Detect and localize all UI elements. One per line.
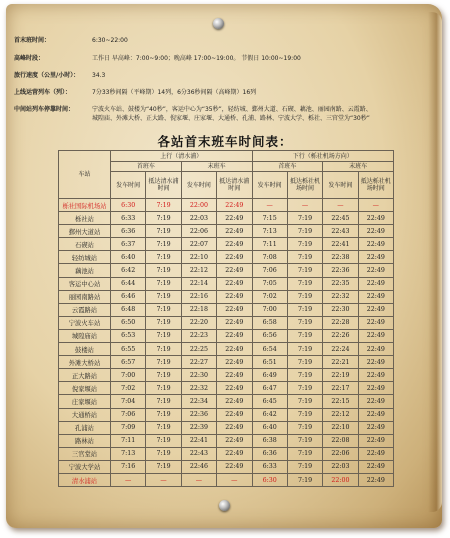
time-cell: 7:19 <box>146 199 181 212</box>
time-cell: 7:19 <box>287 356 322 369</box>
time-cell: 7:19 <box>146 238 181 251</box>
table-row <box>59 329 394 342</box>
table-row <box>59 290 394 303</box>
station-name: 孔浦站 <box>59 421 111 434</box>
time-cell: 22:49 <box>217 316 252 329</box>
time-cell: 7:19 <box>146 329 181 342</box>
time-cell: 22:19 <box>323 369 358 382</box>
time-cell: 22:49 <box>358 382 393 395</box>
time-cell: 22:38 <box>323 251 358 264</box>
time-cell: 22:49 <box>217 408 252 421</box>
time-cell: 7:19 <box>146 264 181 277</box>
time-cell: 7:19 <box>146 251 181 264</box>
time-cell: 22:39 <box>181 421 216 434</box>
time-cell: 22:35 <box>323 277 358 290</box>
paper-curl <box>428 12 442 512</box>
time-cell: 22:14 <box>181 277 216 290</box>
time-cell: 6:47 <box>252 382 287 395</box>
time-cell: 7:19 <box>287 447 322 460</box>
station-name: 庄家堰站 <box>59 395 111 408</box>
time-cell: 6:54 <box>252 343 287 356</box>
time-cell: 22:49 <box>217 329 252 342</box>
time-cell: 22:06 <box>181 225 216 238</box>
time-cell: 7:19 <box>287 343 322 356</box>
time-cell: 22:49 <box>358 329 393 342</box>
time-cell: 22:41 <box>181 434 216 447</box>
time-cell: 7:19 <box>287 225 322 238</box>
table-row <box>59 447 394 460</box>
time-cell: 22:49 <box>217 251 252 264</box>
down-direction-header: 下行（栎社机场方向） <box>252 151 394 162</box>
time-cell: — <box>323 199 358 212</box>
time-cell: 22:49 <box>358 447 393 460</box>
info-value: 6:30~22:00 <box>92 37 128 44</box>
time-cell: 22:49 <box>217 212 252 225</box>
time-cell: 7:19 <box>287 251 322 264</box>
table-row <box>59 434 394 447</box>
time-cell: 6:42 <box>252 408 287 421</box>
time-cell: 22:00 <box>323 473 358 486</box>
table-row <box>59 264 394 277</box>
time-cell: 22:49 <box>358 395 393 408</box>
time-cell: 22:49 <box>217 356 252 369</box>
time-cell: 22:49 <box>217 199 252 212</box>
time-cell: 22:49 <box>217 369 252 382</box>
time-cell: 7:19 <box>146 225 181 238</box>
time-cell: 22:43 <box>323 225 358 238</box>
time-cell: 22:49 <box>217 238 252 251</box>
time-cell: 7:19 <box>146 421 181 434</box>
time-cell: — <box>217 473 252 486</box>
info-label: 中间站列车停靠时间： <box>14 106 75 113</box>
time-cell: 22:36 <box>323 264 358 277</box>
station-name: 三官堂站 <box>59 447 111 460</box>
time-cell: 22:10 <box>323 421 358 434</box>
time-cell: 22:49 <box>358 434 393 447</box>
station-name: 客运中心站 <box>59 277 111 290</box>
table-row <box>59 251 394 264</box>
time-cell: 22:30 <box>181 369 216 382</box>
arrive-time-header: 抵达栎社机场时间 <box>358 172 393 199</box>
time-cell: — <box>181 473 216 486</box>
time-cell: 22:18 <box>181 303 216 316</box>
station-name: 轻纺城站 <box>59 251 111 264</box>
time-cell: — <box>146 473 181 486</box>
time-cell: 7:19 <box>287 382 322 395</box>
time-cell: — <box>287 199 322 212</box>
station-name: 鼓楼站 <box>59 343 111 356</box>
table-row <box>59 316 394 329</box>
time-cell: 7:19 <box>287 238 322 251</box>
time-cell: 7:19 <box>287 369 322 382</box>
time-cell: 6:46 <box>111 290 146 303</box>
time-cell: 7:05 <box>252 277 287 290</box>
up-direction-header: 上行（清水浦） <box>111 151 253 162</box>
time-cell: 7:19 <box>287 395 322 408</box>
time-cell: 22:49 <box>358 460 393 473</box>
time-cell: 22:49 <box>358 238 393 251</box>
time-cell: 7:00 <box>252 303 287 316</box>
table-row <box>59 225 394 238</box>
time-cell: 22:45 <box>323 212 358 225</box>
time-cell: 22:30 <box>323 303 358 316</box>
info-label: 上线运营列车（列）： <box>14 89 72 96</box>
time-cell: 22:12 <box>323 408 358 421</box>
time-cell: 22:03 <box>181 212 216 225</box>
time-cell: 7:19 <box>287 408 322 421</box>
station-name: 大通桥站 <box>59 408 111 421</box>
time-cell: 7:04 <box>111 395 146 408</box>
info-value: 7分33秒间隔（平峰期）14列，6分36秒间隔（高峰期）16列 <box>92 89 257 96</box>
time-cell: 22:49 <box>358 421 393 434</box>
time-cell: 6:58 <box>252 316 287 329</box>
time-cell: 22:21 <box>323 356 358 369</box>
time-cell: 6:48 <box>111 303 146 316</box>
time-cell: 22:49 <box>217 225 252 238</box>
pushpin-icon-bottom <box>219 500 230 511</box>
time-cell: 6:40 <box>252 421 287 434</box>
time-cell: 22:17 <box>323 382 358 395</box>
time-cell: 7:11 <box>111 434 146 447</box>
timetable <box>58 150 394 487</box>
station-name: 路林站 <box>59 434 111 447</box>
arrive-time-header: 抵达栎社机场时间 <box>287 172 322 199</box>
time-cell: 22:08 <box>323 434 358 447</box>
time-cell: 7:19 <box>287 277 322 290</box>
time-cell: 22:49 <box>217 290 252 303</box>
time-cell: 7:19 <box>146 316 181 329</box>
station-name: 倪家堰站 <box>59 382 111 395</box>
time-cell: 7:19 <box>146 369 181 382</box>
time-cell: 22:20 <box>181 316 216 329</box>
time-cell: — <box>358 199 393 212</box>
time-cell: 7:11 <box>252 238 287 251</box>
time-cell: 7:19 <box>287 264 322 277</box>
time-cell: 6:57 <box>111 356 146 369</box>
time-cell: 22:49 <box>217 303 252 316</box>
up-first-train-header: 首班车 <box>111 162 182 172</box>
time-cell: 6:42 <box>111 264 146 277</box>
time-cell: 22:16 <box>181 290 216 303</box>
depart-time-header: 发车时间 <box>181 172 216 199</box>
time-cell: 22:49 <box>358 316 393 329</box>
time-cell: 7:19 <box>287 290 322 303</box>
time-cell: 22:49 <box>217 395 252 408</box>
time-cell: 7:19 <box>146 290 181 303</box>
time-cell: 22:12 <box>181 264 216 277</box>
time-cell: 7:19 <box>146 447 181 460</box>
time-cell: 6:37 <box>111 238 146 251</box>
time-cell: 6:36 <box>111 225 146 238</box>
table-row <box>59 395 394 408</box>
time-cell: 22:03 <box>323 460 358 473</box>
info-value: 宁波火车站、鼓楼为“40秒”，客运中心为“35秒”，轻纺城、鄞州大道、石碶、藕池、丽园南路、云霞路、 <box>92 106 372 113</box>
info-value: 工作日 早高峰：7:00~9:00；晚高峰 17:00~19:00。 节假日 10:00~19:00 <box>92 55 301 62</box>
time-cell: 22:49 <box>217 382 252 395</box>
time-cell: 22:49 <box>358 264 393 277</box>
station-name: 栎社国际机场站 <box>59 199 111 212</box>
time-cell: 6:38 <box>252 434 287 447</box>
time-cell: 22:49 <box>358 473 393 486</box>
time-cell: 7:19 <box>287 473 322 486</box>
time-cell: 22:06 <box>323 447 358 460</box>
time-cell: 22:49 <box>217 421 252 434</box>
station-name: 栎社站 <box>59 212 111 225</box>
time-cell: 7:19 <box>146 382 181 395</box>
depart-time-header: 发车时间 <box>111 172 146 199</box>
station-name: 丽园南路站 <box>59 290 111 303</box>
time-cell: 7:19 <box>287 421 322 434</box>
time-cell: 6:55 <box>111 343 146 356</box>
station-name: 外滩大桥站 <box>59 356 111 369</box>
station-name: 正大路站 <box>59 369 111 382</box>
time-cell: 7:19 <box>146 343 181 356</box>
info-label: 首末班时间： <box>14 37 51 44</box>
info-label: 高峰时段： <box>14 55 45 62</box>
time-cell: 22:49 <box>358 251 393 264</box>
time-cell: 6:53 <box>111 329 146 342</box>
time-cell: 22:49 <box>358 277 393 290</box>
down-first-train-header: 首班车 <box>252 162 323 172</box>
depart-time-header: 发车时间 <box>323 172 358 199</box>
time-cell: 7:19 <box>146 460 181 473</box>
time-cell: 7:00 <box>111 369 146 382</box>
time-cell: 22:49 <box>358 408 393 421</box>
time-cell: 22:26 <box>323 329 358 342</box>
time-cell: 6:56 <box>252 329 287 342</box>
time-cell: 22:10 <box>181 251 216 264</box>
time-cell: 7:19 <box>287 212 322 225</box>
time-cell: 7:19 <box>146 395 181 408</box>
time-cell: 22:49 <box>358 343 393 356</box>
time-cell: 7:15 <box>252 212 287 225</box>
time-cell: 6:44 <box>111 277 146 290</box>
time-cell: 22:49 <box>217 447 252 460</box>
time-cell: 22:46 <box>181 460 216 473</box>
time-cell: 6:33 <box>111 212 146 225</box>
time-cell: 7:19 <box>146 277 181 290</box>
time-cell: 22:49 <box>358 356 393 369</box>
time-cell: 7:16 <box>111 460 146 473</box>
time-cell: 22:49 <box>358 290 393 303</box>
time-cell: 22:15 <box>323 395 358 408</box>
table-row <box>59 343 394 356</box>
time-cell: 6:49 <box>252 369 287 382</box>
time-cell: 22:49 <box>217 460 252 473</box>
up-last-train-header: 末班车 <box>181 162 252 172</box>
time-cell: 7:19 <box>146 303 181 316</box>
time-cell: 7:19 <box>287 460 322 473</box>
time-cell: 22:49 <box>217 343 252 356</box>
time-cell: 6:33 <box>252 460 287 473</box>
info-value-line2: 城隍庙、外滩大桥、正大路、倪家堰、庄家堰、大通桥、孔浦、路林、宁波大学、栎社、三官堂为“30秒” <box>92 115 370 122</box>
station-name: 藕池站 <box>59 264 111 277</box>
time-cell: 22:49 <box>358 369 393 382</box>
time-cell: — <box>111 473 146 486</box>
table-row <box>59 421 394 434</box>
time-cell: 6:30 <box>252 473 287 486</box>
time-cell: — <box>252 199 287 212</box>
time-cell: 7:19 <box>287 316 322 329</box>
time-cell: 22:24 <box>323 343 358 356</box>
time-cell: 22:49 <box>217 264 252 277</box>
info-label: 旅行速度（公里/小时）： <box>14 72 80 79</box>
time-cell: 7:02 <box>252 290 287 303</box>
table-row <box>59 382 394 395</box>
time-cell: 22:27 <box>181 356 216 369</box>
table-row <box>59 408 394 421</box>
time-cell: 22:36 <box>181 408 216 421</box>
time-cell: 22:07 <box>181 238 216 251</box>
time-cell: 22:49 <box>358 212 393 225</box>
time-cell: 7:19 <box>146 408 181 421</box>
table-row <box>59 369 394 382</box>
station-header: 车站 <box>59 151 111 199</box>
time-cell: 22:43 <box>181 447 216 460</box>
time-cell: 7:06 <box>252 264 287 277</box>
station-name: 鄞州大道站 <box>59 225 111 238</box>
station-name: 城隍庙站 <box>59 329 111 342</box>
pushpin-icon-top <box>213 18 224 29</box>
page-title: 各站首末班车时间表： <box>157 134 293 149</box>
table-row <box>59 303 394 316</box>
info-value: 34.3 <box>92 72 106 79</box>
time-cell: 6:40 <box>111 251 146 264</box>
time-cell: 7:13 <box>252 225 287 238</box>
time-cell: 7:06 <box>111 408 146 421</box>
station-name: 云霞路站 <box>59 303 111 316</box>
table-row <box>59 460 394 473</box>
time-cell: 22:00 <box>181 199 216 212</box>
table-row <box>59 199 394 212</box>
time-cell: 22:34 <box>181 395 216 408</box>
station-name: 宁波大学站 <box>59 460 111 473</box>
time-cell: 6:30 <box>111 199 146 212</box>
table-row <box>59 356 394 369</box>
table-row <box>59 212 394 225</box>
time-cell: 22:32 <box>181 382 216 395</box>
time-cell: 7:08 <box>252 251 287 264</box>
time-cell: 22:32 <box>323 290 358 303</box>
time-cell: 7:19 <box>287 303 322 316</box>
time-cell: 7:19 <box>146 212 181 225</box>
depart-time-header: 发车时间 <box>252 172 287 199</box>
time-cell: 7:09 <box>111 421 146 434</box>
time-cell: 22:25 <box>181 343 216 356</box>
time-cell: 6:51 <box>252 356 287 369</box>
time-cell: 7:19 <box>146 356 181 369</box>
time-cell: 7:19 <box>146 434 181 447</box>
station-name: 宁波火车站 <box>59 316 111 329</box>
arrive-time-header: 抵达清水浦时间 <box>217 172 252 199</box>
time-cell: 6:50 <box>111 316 146 329</box>
time-cell: 7:19 <box>287 434 322 447</box>
time-cell: 22:23 <box>181 329 216 342</box>
table-row <box>59 238 394 251</box>
station-name: 石碶站 <box>59 238 111 251</box>
time-cell: 7:02 <box>111 382 146 395</box>
table-row <box>59 473 394 486</box>
arrive-time-header: 抵达清水浦时间 <box>146 172 181 199</box>
table-row <box>59 277 394 290</box>
station-name: 清水浦站 <box>59 473 111 486</box>
time-cell: 22:49 <box>358 303 393 316</box>
down-last-train-header: 末班车 <box>323 162 394 172</box>
time-cell: 22:49 <box>217 277 252 290</box>
time-cell: 6:36 <box>252 447 287 460</box>
time-cell: 22:41 <box>323 238 358 251</box>
time-cell: 22:49 <box>358 225 393 238</box>
time-cell: 22:28 <box>323 316 358 329</box>
time-cell: 7:19 <box>287 329 322 342</box>
time-cell: 6:45 <box>252 395 287 408</box>
time-cell: 7:13 <box>111 447 146 460</box>
time-cell: 22:49 <box>217 434 252 447</box>
